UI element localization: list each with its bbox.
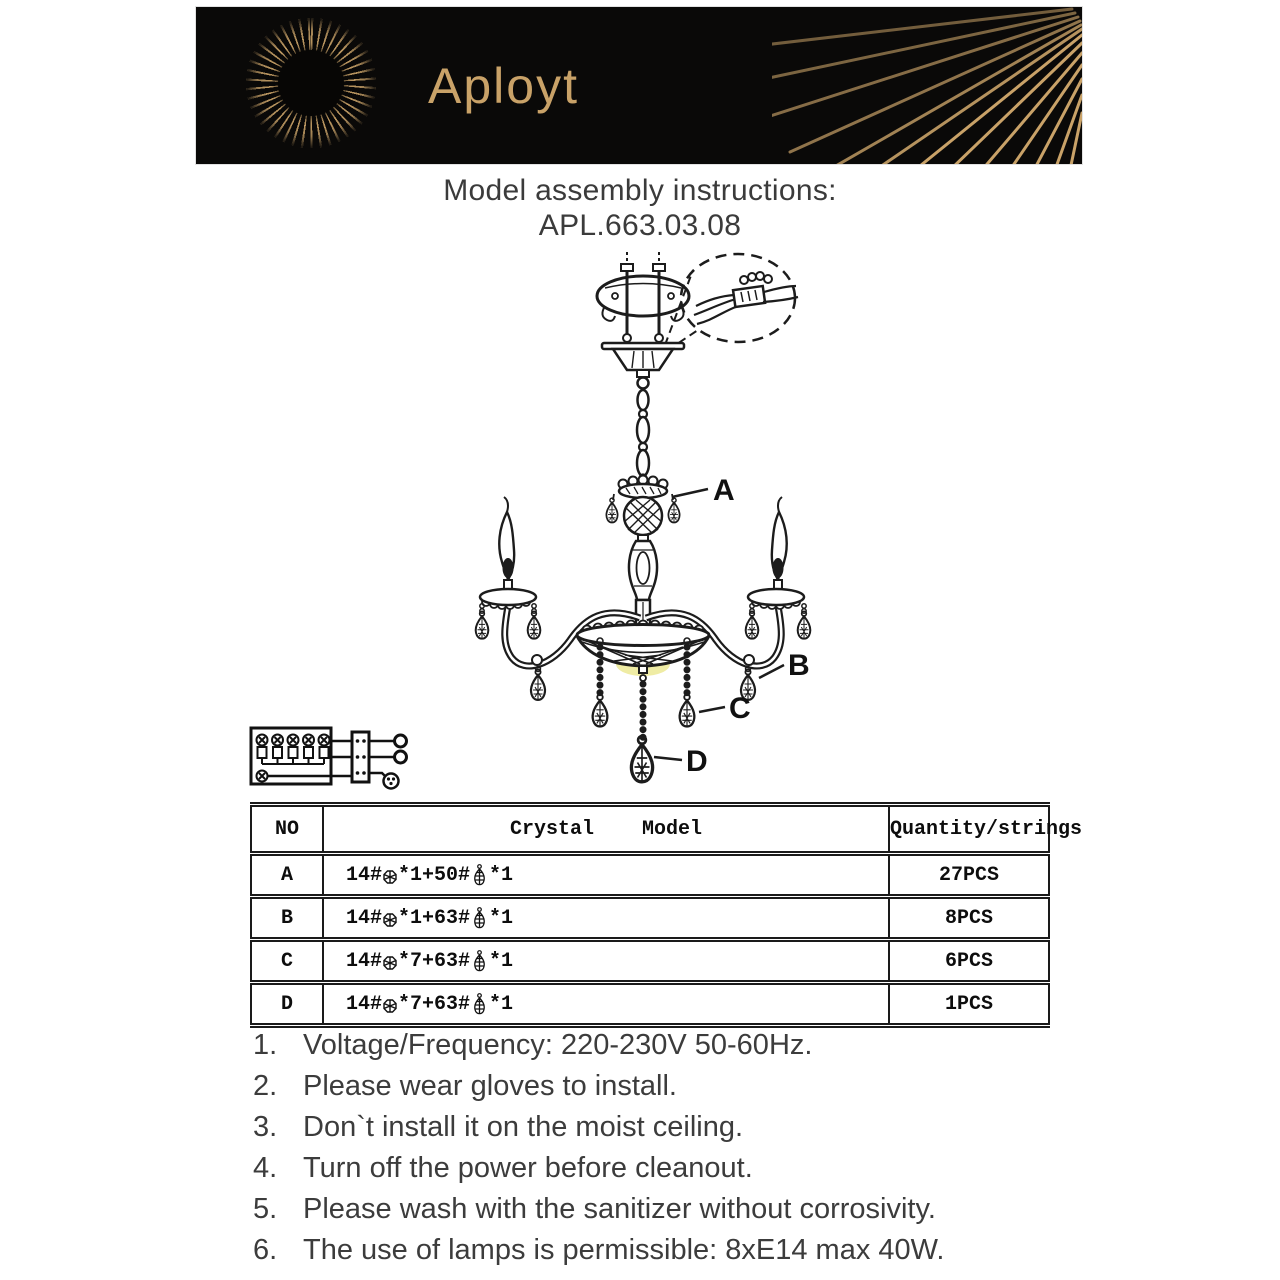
model-text: *1+50# [398,863,471,887]
note-text: Don`t install it on the moist ceiling. [303,1111,744,1143]
model-text: *1 [489,906,514,930]
note-number: 5. [253,1193,278,1225]
model-text: *1 [489,949,514,973]
model-text: *7+63# [398,992,471,1016]
note-item-5 [253,1192,1083,1226]
table-header-row [251,805,1049,854]
row-model [323,983,889,1026]
teardrop-crystal-icon [472,864,487,887]
row-quantity: 8PCS [889,897,1049,940]
octagon-bead-icon [383,913,397,927]
note-text: Voltage/Frequency: 220-230V 50-60Hz. [303,1029,813,1061]
model-text: 14# [346,863,383,887]
model-text: 14# [346,906,383,930]
page-title: Model assembly instructions: [443,174,837,207]
brand-banner [196,7,1082,164]
row-no: A [251,854,323,897]
octagon-bead-icon [383,999,397,1013]
table-row-d [251,983,1049,1026]
model-text: *1 [489,992,514,1016]
sunburst-logo-icon [246,18,376,148]
table-row-b [251,897,1049,940]
model-text: 14# [346,992,383,1016]
note-text: Turn off the power before cleanout. [303,1152,753,1184]
octagon-bead-icon [383,956,397,970]
crystal-parts-table [250,802,1083,1028]
label-c: C [729,692,751,725]
chandelier-assembly-diagram [400,250,920,820]
col-header-quantity: Quantity/strings [889,805,1049,854]
row-model [323,854,889,897]
top-crystal-crown [606,476,679,536]
label-b: B [788,649,810,682]
table-row-a [251,854,1049,897]
row-no: D [251,983,323,1026]
wiring-diagram [248,714,420,796]
sunburst-core [278,50,344,116]
gold-rays-decoration [772,7,1082,164]
model-number: APL.663.03.08 [538,209,742,242]
model-text: *1 [489,863,514,887]
note-number: 2. [253,1070,278,1102]
brand-name: Aployt [428,57,579,114]
note-number: 1. [253,1029,278,1061]
note-number: 6. [253,1234,278,1266]
note-text: The use of lamps is permissible: 8xE14 max 40W. [303,1234,945,1266]
model-text: *7+63# [398,949,471,973]
teardrop-crystal-icon [472,907,487,930]
note-text: Please wash with the sanitizer without corrosivity. [303,1193,936,1225]
note-item-2 [253,1069,1083,1103]
col-header-no: NO [251,805,323,854]
title-block [0,173,1280,243]
row-model [323,897,889,940]
row-quantity: 27PCS [889,854,1049,897]
ceiling-mount [597,252,689,342]
note-item-4 [253,1151,1083,1185]
table-row-c [251,940,1049,983]
col-header-model: Crystal Model [323,805,889,854]
row-no: C [251,940,323,983]
note-item-3 [253,1110,1083,1144]
row-model [323,940,889,983]
octagon-bead-icon [383,870,397,884]
note-number: 3. [253,1111,278,1143]
safety-notes-list [253,1028,1083,1274]
canopy-and-chain [602,343,684,482]
label-a: A [713,474,735,507]
note-text: Please wear gloves to install. [303,1070,677,1102]
row-quantity: 1PCS [889,983,1049,1026]
model-text: *1+63# [398,906,471,930]
note-item-1 [253,1028,1083,1062]
teardrop-crystal-icon [472,950,487,973]
teardrop-crystal-icon [472,993,487,1016]
row-quantity: 6PCS [889,940,1049,983]
note-item-6 [253,1233,1083,1267]
note-number: 4. [253,1152,278,1184]
model-text: 14# [346,949,383,973]
label-d: D [686,745,708,778]
row-no: B [251,897,323,940]
